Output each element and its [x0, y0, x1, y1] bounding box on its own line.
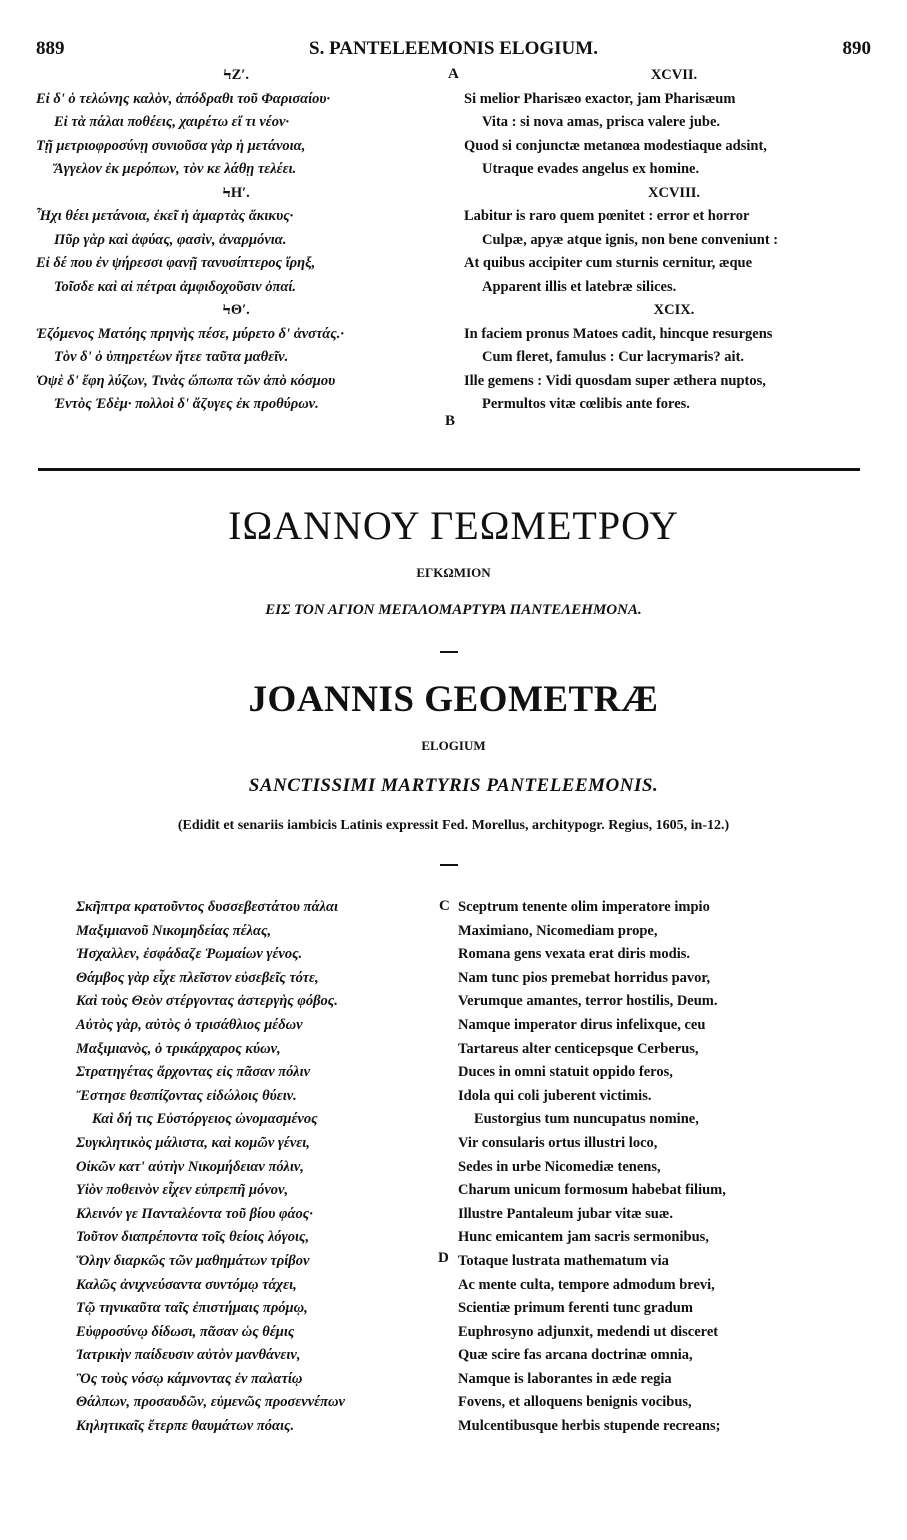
poem-line: Duces in omni statuit oppido feros,	[458, 1064, 673, 1081]
greek-subtitle-2: ΕΙΣ ΤΟΝ ΑΓΙΟΝ ΜΕΓΑΛΟΜΑΡΤΥΡΑ ΠΑΝΤΕΛΕΗΜΟΝΑ.	[265, 602, 642, 618]
poem-line: Illustre Pantaleum jubar vitæ suæ.	[458, 1205, 673, 1222]
verse-line: Utraque evades angelus ex homine.	[482, 161, 700, 177]
poem-line: Vir consularis ortus illustri loco,	[458, 1134, 658, 1151]
margin-marker-a: A	[448, 66, 459, 82]
poem-line: Μαξιμιανὸς, ὁ τρικάρχαρος κύων,	[76, 1040, 281, 1057]
epigram-number: XCIX.	[653, 302, 695, 318]
poem-line: Ὅλην διαρκῶς τῶν μαθημάτων τρίβον	[76, 1252, 310, 1269]
greek-main-title: ΙΩΑΝΝΟΥ ΓΕΩΜΕΤΡΟΥ	[228, 503, 679, 548]
poem-line: Charum unicum formosum habebat filium,	[458, 1182, 726, 1199]
verse-line: Permultos vitæ cœlibis ante fores.	[482, 396, 690, 412]
poem-line: Τοῦτον διαπρέποντα τοῖς θείοις λόγοις,	[76, 1229, 310, 1246]
section-rule	[38, 468, 860, 471]
verse-line: Πῦρ γὰρ καὶ ἀφύας, φασὶν, ἀναρμόνια.	[54, 231, 287, 248]
epigram-number: XCVIII.	[648, 184, 700, 201]
verse-line: Labitur is raro quem pœnitet : error et horror	[464, 208, 750, 224]
poem-line: Eustorgius tum nuncupatus nomine,	[474, 1111, 699, 1128]
poem-line: Euphrosyno adjunxit, medendi ut disceret	[458, 1323, 719, 1340]
verse-line: Ἑζόμενος Ματόης πρηνὴς πέσε, μύρετο δ' ἀνστάς.·	[36, 325, 344, 342]
poem-line: Mulcentibusque herbis stupende recreans;	[458, 1418, 721, 1435]
margin-marker-c: C	[439, 898, 450, 914]
poem-line: Sceptrum tenente olim imperatore impio	[458, 899, 710, 915]
epigram-number: XCVII.	[650, 67, 698, 83]
bottom-latin-column	[458, 896, 878, 1439]
poem-line: Idola qui coli juberent victimis.	[458, 1087, 652, 1104]
bottom-greek-column	[76, 896, 436, 1439]
poem-line: Στρατηγέτας ἄρχοντας εἰς πᾶσαν πόλιν	[76, 1064, 311, 1081]
poem-line: Ἠσχαλλεν, ἐσφάδαζε Ῥωμαίων γένος.	[76, 946, 303, 963]
poem-line: Οἰκῶν κατ' αὐτὴν Νικομήδειαν πόλιν,	[76, 1158, 304, 1175]
verse-line: Quod si conjunctæ metanœa modestiaque adsint,	[464, 137, 767, 154]
latin-main-title: JOANNIS GEOMETRÆ	[248, 679, 659, 720]
poem-line: Scientiæ primum ferenti tunc gradum	[458, 1300, 693, 1317]
verse-line: Ὀψὲ δ' ἔφη λύζων, Τινὰς ὤπωπα τῶν ἀπὸ κόσμου	[36, 372, 336, 389]
poem-line: Ἰατρικὴν παίδευσιν αὐτὸν μανθάνειν,	[76, 1347, 301, 1364]
short-rule-1	[440, 651, 458, 653]
poem-line: Ac mente culta, tempore admodum brevi,	[458, 1276, 715, 1293]
poem-line: Σκῆπτρα κρατοῦντος δυσσεβεστάτου πάλαι	[76, 899, 339, 915]
epigram-number: ϞΘʹ.	[222, 302, 250, 318]
poem-line: Ὃς τοὺς νόσῳ κάμνοντας ἐν παλατίῳ	[76, 1370, 303, 1387]
latin-subtitle-2: SANCTISSIMI MARTYRIS PANTELEEMONIS.	[248, 775, 659, 796]
short-rule-2	[440, 864, 458, 866]
poem-line: Θάλπων, προσαυδῶν, εὐμενῶς προσεννέπων	[76, 1394, 345, 1411]
poem-line: Namque imperator dirus infelixque, ceu	[458, 1016, 706, 1033]
margin-marker-b: B	[445, 413, 456, 429]
running-title: S. PANTELEEMONIS ELOGIUM.	[309, 38, 598, 59]
page-number-right: 890	[842, 38, 871, 59]
poem-line: Totaque lustrata mathematum via	[458, 1252, 669, 1269]
poem-line: Τῷ τηνικαῦτα ταῖς ἐπιστήμαις πρόμῳ,	[76, 1300, 308, 1317]
greek-subtitle-1: ΕΓΚΩΜΙΟΝ	[416, 565, 491, 580]
poem-line: Maximiano, Nicomediam prope,	[458, 922, 658, 939]
poem-line: Ἔστησε θεσπίζοντας εἰδώλοις θύειν.	[76, 1087, 297, 1104]
poem-line: Εὐφροσύνῳ δίδωσι, πᾶσαν ὡς θέμις	[76, 1323, 295, 1340]
verse-line: Cum fleret, famulus : Cur lacrymaris? ait.	[482, 349, 745, 365]
verse-line: Τοῖσδε καὶ αἱ πέτραι ἀμφιδοχοῦσιν ὀπαί.	[54, 278, 297, 295]
verse-line: Εἰ δέ που ἐν ψήρεσσι φανῇ τανυσίπτερος ἴρηξ,	[36, 255, 316, 271]
poem-line: Καὶ τοὺς Θεὸν στέργοντας ἀστεργὴς φόβος.	[76, 993, 338, 1010]
poem-line: Κηλητικαῖς ἔτερπε θαυμάτων πόαις.	[76, 1418, 295, 1435]
poem-line: Sedes in urbe Nicomediæ tenens,	[458, 1158, 661, 1175]
verse-line: At quibus accipiter cum sturnis cernitur, æque	[464, 255, 753, 271]
poem-line: Μαξιμιανοῦ Νικομηδείας πέλας,	[76, 922, 272, 939]
top-latin-column	[464, 64, 884, 417]
verse-line: Ἄγγελον ἐκ μερόπων, τὸν κε λάθῃ τελέει.	[54, 161, 297, 177]
margin-marker-d: D	[438, 1250, 449, 1266]
poem-line: Verumque amantes, terror hostilis, Deum.	[458, 993, 718, 1010]
epigram-number: ϞΖʹ.	[222, 67, 249, 83]
verse-line: Apparent illis et latebræ silices.	[482, 278, 677, 295]
top-greek-column	[36, 64, 436, 417]
verse-line: Εἰ τὰ πάλαι ποθέεις, χαιρέτω εἴ τι νέον·	[54, 114, 290, 130]
verse-line: Ἦχι θέει μετάνοια, ἐκεῖ ἡ ἁμαρτὰς ἄκικυς·	[36, 208, 294, 224]
verse-line: Τῇ μετριοφροσύνῃ συνιοῦσα γὰρ ἡ μετάνοια,	[36, 137, 306, 154]
verse-line: Vita : si nova amas, prisca valere jube.	[482, 114, 721, 130]
poem-line: Quæ scire fas arcana doctrinæ omnia,	[458, 1347, 693, 1364]
latin-subtitle-1: ELOGIUM	[421, 738, 486, 753]
poem-line: Αὐτὸς γὰρ, αὐτὸς ὁ τρισάθλιος μέδων	[76, 1016, 303, 1033]
poem-line: Nam tunc pios premebat horridus pavor,	[458, 969, 711, 986]
epigram-number: ϞΗʹ.	[222, 184, 250, 201]
poem-line: Namque is laborantes in æde regia	[458, 1370, 672, 1387]
poem-line: Συγκλητικὸς μάλιστα, καὶ κομῶν γένει,	[76, 1134, 310, 1151]
edition-note: (Edidit et senariis iambicis Latinis expressit Fed. Morellus, architypogr. Regius, 1605, in-12.)	[177, 818, 730, 833]
verse-line: Ἐντὸς Ἐδὲμ· πολλοὶ δ' ἄζυγες ἐκ προθύρων.	[54, 396, 319, 412]
poem-line: Hunc emicantem jam sacris sermonibus,	[458, 1229, 709, 1246]
poem-line: Fovens, et alloquens benignis vocibus,	[458, 1394, 692, 1411]
poem-line: Κλεινόν γε Πανταλέοντα τοῦ βίου φάος·	[76, 1205, 313, 1222]
verse-line: Si melior Pharisæo exactor, jam Pharisæum	[464, 90, 736, 107]
poem-line: Tartareus alter centicepsque Cerberus,	[458, 1040, 699, 1057]
verse-line: Εἰ δ' ὁ τελώνης καλὸν, ἀπόδραθι τοῦ Φαρισαίου·	[36, 90, 331, 107]
verse-line: Ille gemens : Vidi quosdam super æthera nuptos,	[464, 372, 766, 389]
poem-line: Θάμβος γὰρ εἶχε πλεῖστον εὐσεβεῖς τότε,	[76, 969, 319, 986]
poem-line: Καλῶς ἀνιχνεύσαντα συντόμῳ τάχει,	[76, 1276, 297, 1293]
page-number-left: 889	[36, 38, 65, 59]
verse-line: In faciem pronus Matoes cadit, hincque resurgens	[464, 325, 773, 342]
verse-line: Culpæ, apyæ atque ignis, non bene conveniunt :	[482, 231, 779, 248]
verse-line: Τὸν δ' ὁ ὑπηρετέων ἤτεε ταῦτα μαθεῖν.	[54, 349, 289, 365]
poem-line: Καὶ δή τις Εὐστόργειος ὠνομασμένος	[92, 1111, 318, 1128]
poem-line: Υἱὸν ποθεινὸν εἶχεν εὐπρεπῆ μόνον,	[76, 1182, 289, 1199]
poem-line: Romana gens vexata erat diris modis.	[458, 946, 690, 963]
